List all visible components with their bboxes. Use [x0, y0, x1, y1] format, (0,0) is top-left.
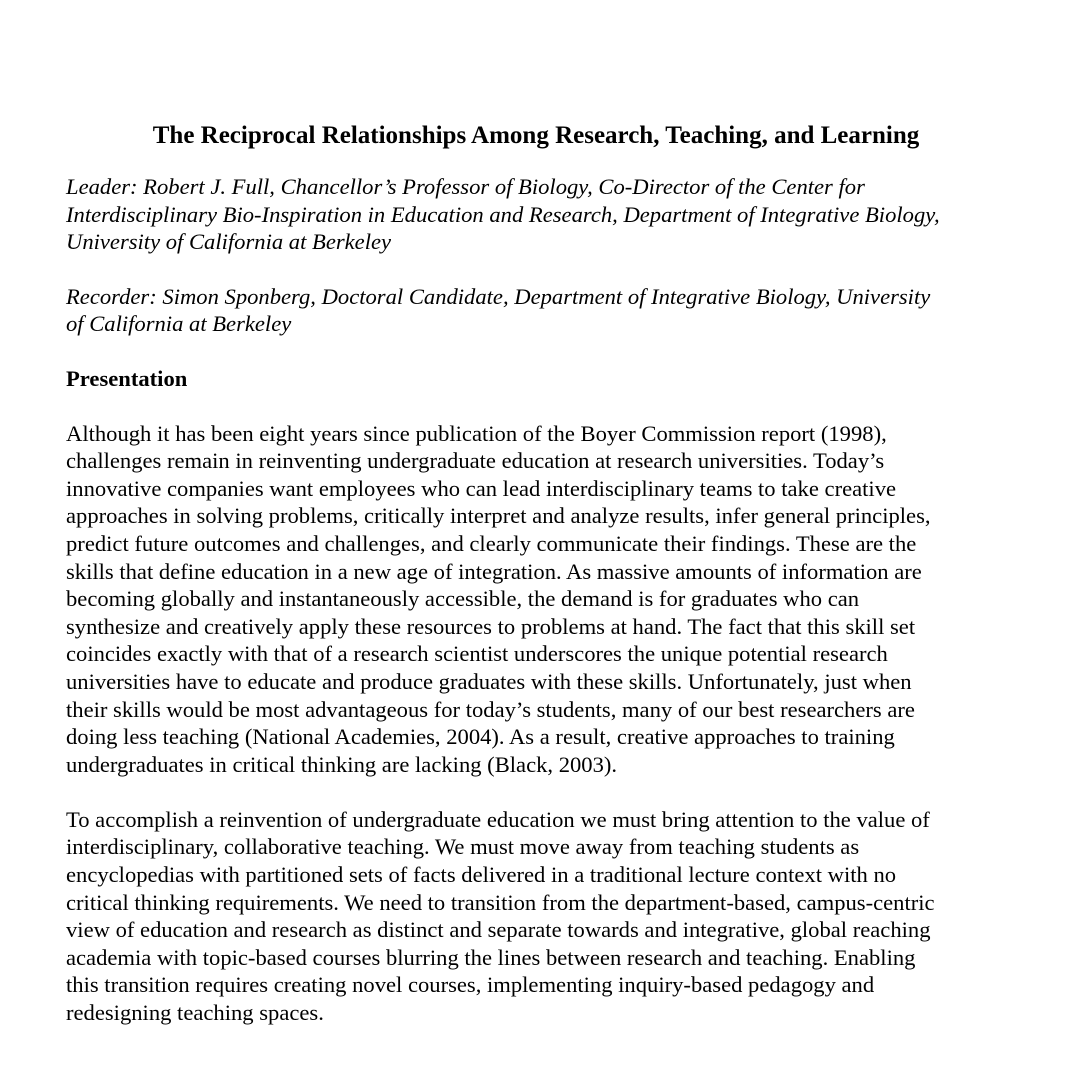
paragraph-line: critical thinking requirements. We need to transition from the department-based, campus-centric — [66, 889, 935, 915]
paragraph-line: redesigning teaching spaces. — [66, 1000, 324, 1026]
paragraph-line: becoming globally and instantaneously accessible, the demand is for graduates who can — [66, 586, 860, 612]
recorder-credit — [66, 283, 1006, 338]
leader-line: Interdisciplinary Bio-Inspiration in Education and Research, Department of Integrative Biology, — [66, 201, 940, 227]
paragraph-line: doing less teaching (National Academies, 2004). As a result, creative approaches to training — [66, 724, 895, 750]
leader-line: University of California at Berkeley — [66, 229, 392, 255]
paragraph-2 — [66, 806, 1006, 1027]
recorder-line: of California at Berkeley — [66, 311, 292, 337]
paragraph-line: this transition requires creating novel courses, implementing inquiry-based pedagogy and — [66, 972, 875, 998]
paragraph-line: skills that define education in a new age of integration. As massive amounts of information are — [66, 558, 922, 584]
paragraph-line: their skills would be most advantageous for today’s students, many of our best researchers are — [66, 696, 915, 722]
paragraph-line: synthesize and creatively apply these resources to problems at hand. The fact that this skill set — [66, 613, 916, 639]
paragraph-line: innovative companies want employees who can lead interdisciplinary teams to take creative — [66, 475, 897, 501]
paragraph-line: To accomplish a reinvention of undergraduate education we must bring attention to the value of — [66, 806, 930, 832]
document-title: The Reciprocal Relationships Among Research, Teaching, and Learning — [152, 122, 920, 149]
paragraph-line: predict future outcomes and challenges, and clearly communicate their findings. These are the — [66, 530, 917, 556]
paragraph-line: interdisciplinary, collaborative teaching. We must move away from teaching students as — [66, 834, 860, 860]
paragraph-line: encyclopedias with partitioned sets of facts delivered in a traditional lecture context with no — [66, 862, 897, 888]
paragraph-line: universities have to educate and produce graduates with these skills. Unfortunately, just when — [66, 668, 912, 694]
paragraph-line: challenges remain in reinventing undergraduate education at research universities. Today’s — [66, 448, 885, 474]
paragraph-line: coincides exactly with that of a research scientist underscores the unique potential research — [66, 641, 888, 667]
paragraph-line: academia with topic-based courses blurring the lines between research and teaching. Enabling — [66, 944, 916, 970]
leader-line: Leader: Robert J. Full, Chancellor’s Professor of Biology, Co-Director of the Center for — [66, 174, 865, 199]
section-heading-presentation: Presentation — [66, 365, 188, 391]
paragraph-line: undergraduates in critical thinking are lacking (Black, 2003). — [66, 751, 618, 777]
leader-credit — [66, 173, 1006, 256]
paragraph-line: approaches in solving problems, critically interpret and analyze results, infer general principles, — [66, 503, 931, 529]
document-page — [66, 119, 1006, 1054]
recorder-line: Recorder: Simon Sponberg, Doctoral Candidate, Department of Integrative Biology, University — [66, 283, 931, 309]
paragraph-line: view of education and research as distinct and separate towards and integrative, global reaching — [66, 917, 931, 943]
paragraph-1 — [66, 420, 1006, 779]
paragraph-line: Although it has been eight years since publication of the Boyer Commission report (1998), — [66, 420, 887, 446]
